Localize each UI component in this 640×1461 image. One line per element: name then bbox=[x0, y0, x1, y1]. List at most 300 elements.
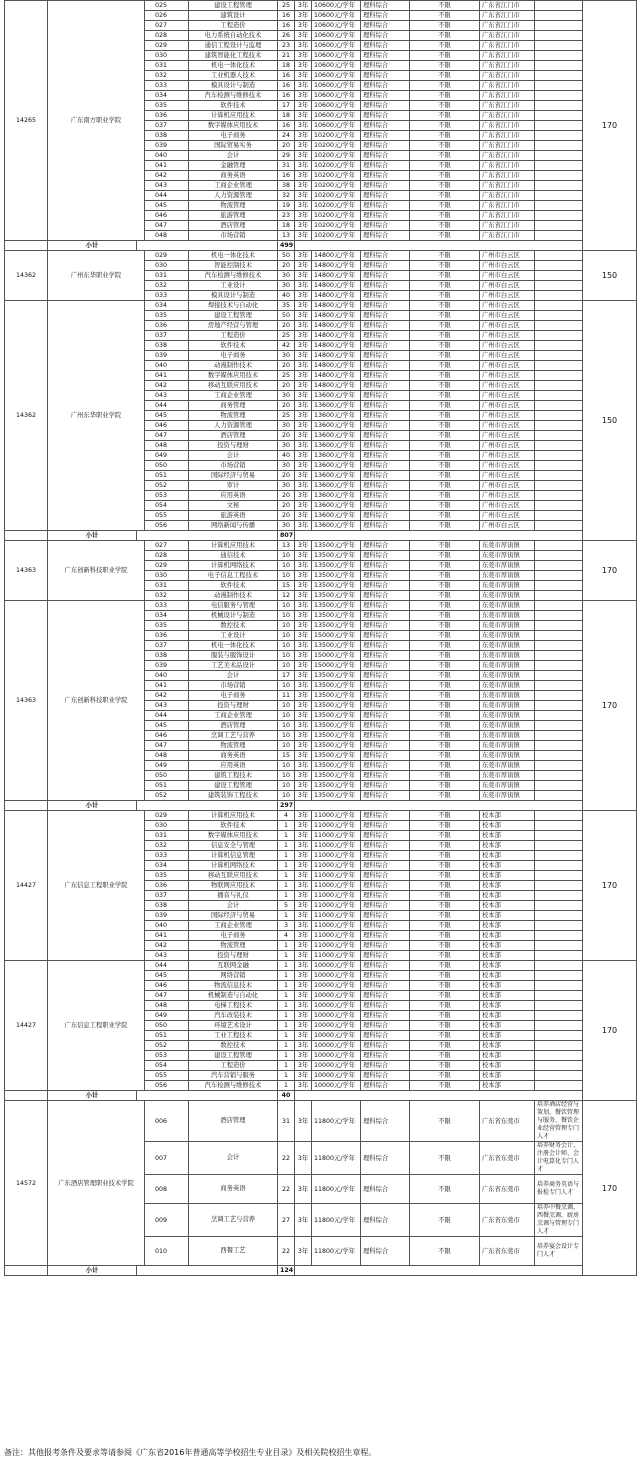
plan-count-cell: 17 bbox=[278, 671, 295, 681]
location-cell: 广东省江门市 bbox=[480, 181, 535, 191]
major-name-cell: 文秘 bbox=[189, 501, 278, 511]
major-name-cell: 数字媒体应用技术 bbox=[189, 371, 278, 381]
tuition-cell: 13500元/学年 bbox=[312, 721, 361, 731]
subject-cell: 理科综合 bbox=[361, 771, 410, 781]
plan-count-cell: 13 bbox=[278, 541, 295, 551]
language-cell: 不限 bbox=[410, 91, 480, 101]
major-name-cell: 通信工程设计与监理 bbox=[189, 41, 278, 51]
major-name-cell: 网络营销 bbox=[189, 971, 278, 981]
duration-cell: 3年 bbox=[295, 351, 312, 361]
location-cell: 东莞市厚街镇 bbox=[480, 711, 535, 721]
subtotal-spacer bbox=[137, 1091, 278, 1101]
language-cell: 不限 bbox=[410, 861, 480, 871]
subtotal-row bbox=[5, 531, 637, 541]
duration-cell: 3年 bbox=[295, 871, 312, 881]
major-name-cell: 工商企业管理 bbox=[189, 921, 278, 931]
subtotal-value: 807 bbox=[278, 531, 295, 541]
duration-cell: 3年 bbox=[295, 1101, 312, 1142]
location-cell: 广州市白云区 bbox=[480, 471, 535, 481]
duration-cell: 3年 bbox=[295, 1204, 312, 1237]
plan-count-cell: 50 bbox=[278, 311, 295, 321]
subtotal-row bbox=[5, 801, 637, 811]
subtotal-row bbox=[5, 241, 637, 251]
tuition-cell: 10600元/学年 bbox=[312, 51, 361, 61]
major-code-cell: 031 bbox=[145, 581, 189, 591]
subject-cell: 理科综合 bbox=[361, 571, 410, 581]
location-cell: 东莞市厚街镇 bbox=[480, 611, 535, 621]
language-cell: 不限 bbox=[410, 771, 480, 781]
duration-cell: 3年 bbox=[295, 661, 312, 671]
tuition-cell: 13500元/学年 bbox=[312, 761, 361, 771]
note-cell bbox=[535, 381, 583, 391]
duration-cell: 3年 bbox=[295, 601, 312, 611]
major-code-cell: 034 bbox=[145, 611, 189, 621]
language-cell: 不限 bbox=[410, 871, 480, 881]
plan-total-cell: 170 bbox=[583, 1, 637, 251]
note-cell bbox=[535, 221, 583, 231]
location-cell: 广东省江门市 bbox=[480, 121, 535, 131]
plan-count-cell: 10 bbox=[278, 721, 295, 731]
subtotal-spacer bbox=[5, 241, 48, 251]
subject-cell: 理科综合 bbox=[361, 901, 410, 911]
duration-cell: 3年 bbox=[295, 71, 312, 81]
major-name-cell: 工商企业管理 bbox=[189, 391, 278, 401]
subtotal-spacer bbox=[137, 531, 278, 541]
major-name-cell: 动漫制作技术 bbox=[189, 591, 278, 601]
plan-count-cell: 25 bbox=[278, 1, 295, 11]
note-cell bbox=[535, 571, 583, 581]
major-code-cell: 043 bbox=[145, 391, 189, 401]
location-cell: 广州市白云区 bbox=[480, 391, 535, 401]
tuition-cell: 10600元/学年 bbox=[312, 41, 361, 51]
subtotal-spacer bbox=[137, 241, 278, 251]
language-cell: 不限 bbox=[410, 911, 480, 921]
note-cell bbox=[535, 1051, 583, 1061]
plan-count-cell: 15 bbox=[278, 751, 295, 761]
location-cell: 广东省东莞市 bbox=[480, 1142, 535, 1175]
location-cell: 校本部 bbox=[480, 891, 535, 901]
tuition-cell: 10200元/学年 bbox=[312, 181, 361, 191]
subject-cell: 理科综合 bbox=[361, 101, 410, 111]
duration-cell: 3年 bbox=[295, 371, 312, 381]
location-cell: 东莞市厚街镇 bbox=[480, 791, 535, 801]
subject-cell: 理科综合 bbox=[361, 41, 410, 51]
language-cell: 不限 bbox=[410, 951, 480, 961]
plan-count-cell: 4 bbox=[278, 931, 295, 941]
location-cell: 校本部 bbox=[480, 821, 535, 831]
subject-cell: 理科综合 bbox=[361, 611, 410, 621]
location-cell: 广东省江门市 bbox=[480, 81, 535, 91]
subtotal-label: 小计 bbox=[48, 241, 137, 251]
plan-count-cell: 30 bbox=[278, 481, 295, 491]
location-cell: 广州市白云区 bbox=[480, 361, 535, 371]
plan-count-cell: 1 bbox=[278, 911, 295, 921]
major-code-cell: 042 bbox=[145, 171, 189, 181]
tuition-cell: 13500元/学年 bbox=[312, 681, 361, 691]
major-code-cell: 028 bbox=[145, 551, 189, 561]
language-cell: 不限 bbox=[410, 61, 480, 71]
duration-cell: 3年 bbox=[295, 341, 312, 351]
plan-count-cell: 10 bbox=[278, 711, 295, 721]
subject-cell: 理科综合 bbox=[361, 601, 410, 611]
location-cell: 东莞市厚街镇 bbox=[480, 671, 535, 681]
duration-cell: 3年 bbox=[295, 151, 312, 161]
major-code-cell: 054 bbox=[145, 1061, 189, 1071]
duration-cell: 3年 bbox=[295, 691, 312, 701]
note-cell bbox=[535, 171, 583, 181]
subject-cell: 理科综合 bbox=[361, 881, 410, 891]
tuition-cell: 11000元/学年 bbox=[312, 851, 361, 861]
duration-cell: 3年 bbox=[295, 731, 312, 741]
major-name-cell: 工程造价 bbox=[189, 1061, 278, 1071]
major-name-cell: 市场营销 bbox=[189, 231, 278, 241]
major-code-cell: 037 bbox=[145, 331, 189, 341]
subject-cell: 理科综合 bbox=[361, 361, 410, 371]
plan-count-cell: 20 bbox=[278, 361, 295, 371]
subject-cell: 理科综合 bbox=[361, 131, 410, 141]
language-cell: 不限 bbox=[410, 101, 480, 111]
duration-cell: 3年 bbox=[295, 911, 312, 921]
plan-count-cell: 30 bbox=[278, 351, 295, 361]
plan-count-cell: 30 bbox=[278, 441, 295, 451]
tuition-cell: 14800元/学年 bbox=[312, 331, 361, 341]
location-cell: 广东省江门市 bbox=[480, 211, 535, 221]
plan-count-cell: 22 bbox=[278, 1175, 295, 1204]
major-name-cell: 国际贸易实务 bbox=[189, 141, 278, 151]
major-code-cell: 010 bbox=[145, 1237, 189, 1266]
major-code-cell: 044 bbox=[145, 401, 189, 411]
subject-cell: 理科综合 bbox=[361, 1175, 410, 1204]
language-cell: 不限 bbox=[410, 661, 480, 671]
tuition-cell: 10000元/学年 bbox=[312, 1071, 361, 1081]
location-cell: 广东省江门市 bbox=[480, 171, 535, 181]
language-cell: 不限 bbox=[410, 641, 480, 651]
language-cell: 不限 bbox=[410, 521, 480, 531]
duration-cell: 3年 bbox=[295, 681, 312, 691]
plan-count-cell: 1 bbox=[278, 1041, 295, 1051]
plan-count-cell: 1 bbox=[278, 1081, 295, 1091]
note-cell bbox=[535, 781, 583, 791]
major-name-cell: 建设工程管理 bbox=[189, 1051, 278, 1061]
plan-count-cell: 17 bbox=[278, 101, 295, 111]
major-code-cell: 038 bbox=[145, 651, 189, 661]
subject-cell: 理科综合 bbox=[361, 1001, 410, 1011]
location-cell: 东莞市厚街镇 bbox=[480, 691, 535, 701]
major-code-cell: 047 bbox=[145, 431, 189, 441]
subject-cell: 理科综合 bbox=[361, 301, 410, 311]
note-cell bbox=[535, 1031, 583, 1041]
duration-cell: 3年 bbox=[295, 431, 312, 441]
language-cell: 不限 bbox=[410, 291, 480, 301]
major-name-cell: 工业工程技术 bbox=[189, 1031, 278, 1041]
language-cell: 不限 bbox=[410, 681, 480, 691]
major-code-cell: 035 bbox=[145, 101, 189, 111]
location-cell: 广东省江门市 bbox=[480, 101, 535, 111]
language-cell: 不限 bbox=[410, 31, 480, 41]
plan-count-cell: 1 bbox=[278, 851, 295, 861]
plan-count-cell: 25 bbox=[278, 371, 295, 381]
note-cell bbox=[535, 741, 583, 751]
subject-cell: 理科综合 bbox=[361, 1142, 410, 1175]
tuition-cell: 13600元/学年 bbox=[312, 461, 361, 471]
note-cell bbox=[535, 71, 583, 81]
language-cell: 不限 bbox=[410, 341, 480, 351]
major-code-cell: 035 bbox=[145, 621, 189, 631]
plan-count-cell: 10 bbox=[278, 731, 295, 741]
subject-cell: 理科综合 bbox=[361, 81, 410, 91]
plan-count-cell: 20 bbox=[278, 491, 295, 501]
duration-cell: 3年 bbox=[295, 271, 312, 281]
language-cell: 不限 bbox=[410, 501, 480, 511]
duration-cell: 3年 bbox=[295, 1011, 312, 1021]
duration-cell: 3年 bbox=[295, 301, 312, 311]
language-cell: 不限 bbox=[410, 1204, 480, 1237]
subject-cell: 理科综合 bbox=[361, 441, 410, 451]
tuition-cell: 10600元/学年 bbox=[312, 31, 361, 41]
location-cell: 广州市白云区 bbox=[480, 271, 535, 281]
plan-count-cell: 20 bbox=[278, 261, 295, 271]
location-cell: 广东省东莞市 bbox=[480, 1204, 535, 1237]
major-code-cell: 043 bbox=[145, 181, 189, 191]
tuition-cell: 11800元/学年 bbox=[312, 1237, 361, 1266]
major-code-cell: 032 bbox=[145, 71, 189, 81]
location-cell: 广东省东莞市 bbox=[480, 1237, 535, 1266]
subtotal-spacer bbox=[5, 531, 48, 541]
subject-cell: 理科综合 bbox=[361, 411, 410, 421]
major-name-cell: 环境艺术设计 bbox=[189, 1021, 278, 1031]
tuition-cell: 15000元/学年 bbox=[312, 651, 361, 661]
tuition-cell: 13500元/学年 bbox=[312, 611, 361, 621]
plan-count-cell: 10 bbox=[278, 761, 295, 771]
language-cell: 不限 bbox=[410, 821, 480, 831]
subject-cell: 理科综合 bbox=[361, 21, 410, 31]
major-code-cell: 043 bbox=[145, 951, 189, 961]
language-cell: 不限 bbox=[410, 581, 480, 591]
major-code-cell: 031 bbox=[145, 831, 189, 841]
duration-cell: 3年 bbox=[295, 251, 312, 261]
subject-cell: 理科综合 bbox=[361, 1021, 410, 1031]
location-cell: 校本部 bbox=[480, 971, 535, 981]
location-cell: 校本部 bbox=[480, 911, 535, 921]
plan-count-cell: 30 bbox=[278, 281, 295, 291]
major-name-cell: 会计 bbox=[189, 901, 278, 911]
tuition-cell: 10200元/学年 bbox=[312, 231, 361, 241]
duration-cell: 3年 bbox=[295, 141, 312, 151]
note-cell bbox=[535, 31, 583, 41]
tuition-cell: 13500元/学年 bbox=[312, 591, 361, 601]
subject-cell: 理科综合 bbox=[361, 931, 410, 941]
major-name-cell: 物流管理 bbox=[189, 741, 278, 751]
major-code-cell: 029 bbox=[145, 251, 189, 261]
major-code-cell: 031 bbox=[145, 61, 189, 71]
subtotal-spacer bbox=[5, 1266, 48, 1276]
tuition-cell: 14800元/学年 bbox=[312, 321, 361, 331]
major-code-cell: 039 bbox=[145, 351, 189, 361]
plan-count-cell: 16 bbox=[278, 171, 295, 181]
language-cell: 不限 bbox=[410, 391, 480, 401]
duration-cell: 3年 bbox=[295, 201, 312, 211]
note-cell bbox=[535, 81, 583, 91]
note-cell bbox=[535, 311, 583, 321]
major-name-cell: 会计 bbox=[189, 671, 278, 681]
major-code-cell: 033 bbox=[145, 601, 189, 611]
note-cell bbox=[535, 361, 583, 371]
major-code-cell: 046 bbox=[145, 731, 189, 741]
plan-count-cell: 1 bbox=[278, 841, 295, 851]
location-cell: 东莞市厚街镇 bbox=[480, 551, 535, 561]
major-code-cell: 028 bbox=[145, 31, 189, 41]
subject-cell: 理科综合 bbox=[361, 231, 410, 241]
language-cell: 不限 bbox=[410, 971, 480, 981]
language-cell: 不限 bbox=[410, 1, 480, 11]
major-code-cell: 030 bbox=[145, 51, 189, 61]
major-code-cell: 035 bbox=[145, 311, 189, 321]
major-name-cell: 物流管理 bbox=[189, 941, 278, 951]
duration-cell: 3年 bbox=[295, 1142, 312, 1175]
duration-cell: 3年 bbox=[295, 821, 312, 831]
language-cell: 不限 bbox=[410, 1101, 480, 1142]
major-name-cell: 数字媒体应用技术 bbox=[189, 831, 278, 841]
note-cell bbox=[535, 851, 583, 861]
language-cell: 不限 bbox=[410, 151, 480, 161]
duration-cell: 3年 bbox=[295, 591, 312, 601]
tuition-cell: 13500元/学年 bbox=[312, 551, 361, 561]
major-name-cell: 投资与理财 bbox=[189, 701, 278, 711]
note-cell: 培养商务英语与报检专门人才 bbox=[535, 1175, 583, 1204]
language-cell: 不限 bbox=[410, 851, 480, 861]
major-name-cell: 工业设计 bbox=[189, 631, 278, 641]
language-cell: 不限 bbox=[410, 191, 480, 201]
language-cell: 不限 bbox=[410, 461, 480, 471]
major-name-cell: 移动互联应用技术 bbox=[189, 871, 278, 881]
language-cell: 不限 bbox=[410, 261, 480, 271]
major-name-cell: 动漫制作技术 bbox=[189, 361, 278, 371]
note-cell bbox=[535, 971, 583, 981]
location-cell: 广东省江门市 bbox=[480, 31, 535, 41]
major-code-cell: 029 bbox=[145, 811, 189, 821]
major-code-cell: 006 bbox=[145, 1101, 189, 1142]
note-cell bbox=[535, 601, 583, 611]
tuition-cell: 13500元/学年 bbox=[312, 641, 361, 651]
location-cell: 广州市白云区 bbox=[480, 381, 535, 391]
plan-total-cell: 150 bbox=[583, 301, 637, 541]
location-cell: 广州市白云区 bbox=[480, 371, 535, 381]
major-name-cell: 酒店管理 bbox=[189, 1101, 278, 1142]
note-cell bbox=[535, 561, 583, 571]
duration-cell: 3年 bbox=[295, 711, 312, 721]
tuition-cell: 13600元/学年 bbox=[312, 401, 361, 411]
note-cell bbox=[535, 591, 583, 601]
subject-cell: 理科综合 bbox=[361, 851, 410, 861]
note-cell bbox=[535, 101, 583, 111]
major-name-cell: 市场营销 bbox=[189, 681, 278, 691]
major-name-cell: 西餐工艺 bbox=[189, 1237, 278, 1266]
plan-count-cell: 10 bbox=[278, 771, 295, 781]
subject-cell: 理科综合 bbox=[361, 661, 410, 671]
language-cell: 不限 bbox=[410, 1142, 480, 1175]
note-cell bbox=[535, 411, 583, 421]
note-cell bbox=[535, 231, 583, 241]
location-cell: 广州市白云区 bbox=[480, 521, 535, 531]
tuition-cell: 11000元/学年 bbox=[312, 811, 361, 821]
major-name-cell: 软件技术 bbox=[189, 581, 278, 591]
plan-count-cell: 1 bbox=[278, 1071, 295, 1081]
language-cell: 不限 bbox=[410, 121, 480, 131]
major-code-cell: 029 bbox=[145, 41, 189, 51]
plan-count-cell: 31 bbox=[278, 161, 295, 171]
location-cell: 东莞市厚街镇 bbox=[480, 601, 535, 611]
school-code-cell: 14362 bbox=[5, 251, 48, 301]
tuition-cell: 10600元/学年 bbox=[312, 11, 361, 21]
subject-cell: 理科综合 bbox=[361, 461, 410, 471]
subject-cell: 理科综合 bbox=[361, 711, 410, 721]
duration-cell: 3年 bbox=[295, 1041, 312, 1051]
duration-cell: 3年 bbox=[295, 741, 312, 751]
major-code-cell: 053 bbox=[145, 1051, 189, 1061]
tuition-cell: 10000元/学年 bbox=[312, 1031, 361, 1041]
duration-cell: 3年 bbox=[295, 91, 312, 101]
duration-cell: 3年 bbox=[295, 631, 312, 641]
plan-count-cell: 23 bbox=[278, 211, 295, 221]
language-cell: 不限 bbox=[410, 731, 480, 741]
major-code-cell: 030 bbox=[145, 821, 189, 831]
language-cell: 不限 bbox=[410, 1041, 480, 1051]
tuition-cell: 14800元/学年 bbox=[312, 251, 361, 261]
subject-cell: 理科综合 bbox=[361, 261, 410, 271]
plan-count-cell: 10 bbox=[278, 561, 295, 571]
language-cell: 不限 bbox=[410, 721, 480, 731]
duration-cell: 3年 bbox=[295, 161, 312, 171]
major-name-cell: 烹调工艺与营养 bbox=[189, 731, 278, 741]
tuition-cell: 10000元/学年 bbox=[312, 1061, 361, 1071]
language-cell: 不限 bbox=[410, 281, 480, 291]
subject-cell: 理科综合 bbox=[361, 271, 410, 281]
subject-cell: 理科综合 bbox=[361, 821, 410, 831]
major-code-cell: 051 bbox=[145, 781, 189, 791]
tuition-cell: 10000元/学年 bbox=[312, 971, 361, 981]
tuition-cell: 10000元/学年 bbox=[312, 1081, 361, 1091]
tuition-cell: 13500元/学年 bbox=[312, 691, 361, 701]
location-cell: 校本部 bbox=[480, 1011, 535, 1021]
note-cell bbox=[535, 431, 583, 441]
tuition-cell: 10000元/学年 bbox=[312, 1011, 361, 1021]
duration-cell: 3年 bbox=[295, 61, 312, 71]
language-cell: 不限 bbox=[410, 571, 480, 581]
note-cell bbox=[535, 11, 583, 21]
plan-count-cell: 20 bbox=[278, 401, 295, 411]
location-cell: 校本部 bbox=[480, 1071, 535, 1081]
subject-cell: 理科综合 bbox=[361, 281, 410, 291]
duration-cell: 3年 bbox=[295, 261, 312, 271]
location-cell: 广州市白云区 bbox=[480, 251, 535, 261]
note-cell bbox=[535, 951, 583, 961]
tuition-cell: 13500元/学年 bbox=[312, 621, 361, 631]
major-code-cell: 027 bbox=[145, 541, 189, 551]
major-name-cell: 机械设计与制造 bbox=[189, 611, 278, 621]
subtotal-spacer bbox=[137, 1266, 278, 1276]
subject-cell: 理科综合 bbox=[361, 91, 410, 101]
note-cell bbox=[535, 791, 583, 801]
note-cell bbox=[535, 701, 583, 711]
note-cell bbox=[535, 211, 583, 221]
location-cell: 广东省江门市 bbox=[480, 131, 535, 141]
plan-count-cell: 20 bbox=[278, 141, 295, 151]
subject-cell: 理科综合 bbox=[361, 671, 410, 681]
plan-count-cell: 16 bbox=[278, 71, 295, 81]
location-cell: 校本部 bbox=[480, 951, 535, 961]
major-code-cell: 038 bbox=[145, 901, 189, 911]
duration-cell: 3年 bbox=[295, 781, 312, 791]
